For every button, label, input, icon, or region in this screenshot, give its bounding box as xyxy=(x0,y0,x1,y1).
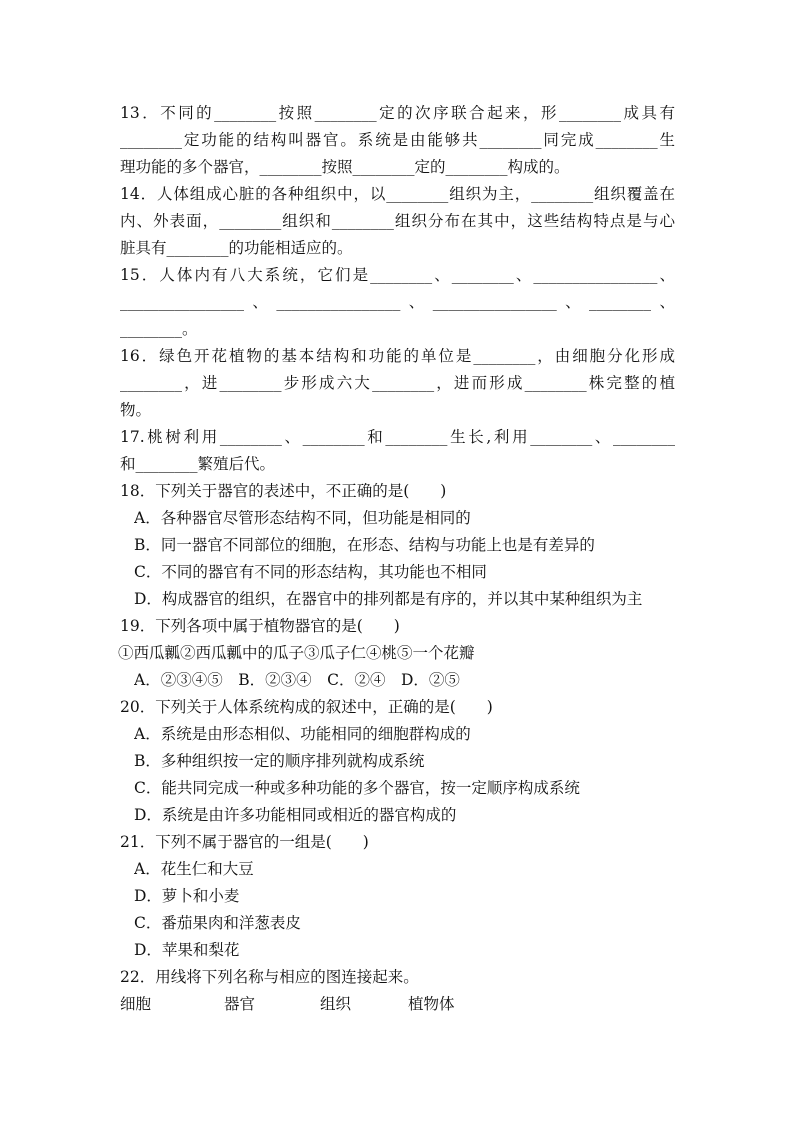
q18-option-c: C．不同的器官有不同的形态结构，其功能也不相同 xyxy=(134,563,487,581)
q13-line-3: 理功能的多个器官，________按照________定的________构成的。 xyxy=(120,158,570,176)
q17-line-2: 和________繁殖后代。 xyxy=(120,455,276,473)
q22-column-cell: 细胞 xyxy=(120,995,152,1013)
q15-line-2: ________________、________________、________________、________、 xyxy=(120,293,675,311)
q20-option-b: B．多种组织按一定的顺序排列就构成系统 xyxy=(134,752,425,770)
q18-option-a: A．各种器官尽管形态结构不同，但功能是相同的 xyxy=(134,509,471,527)
q16-line-3: 物。 xyxy=(120,401,152,419)
q20-option-d: D．系统是由许多功能相同或相近的器官构成的 xyxy=(134,806,457,824)
q19-options: A．②③④⑤ B．②③④ C．②④ D．②⑤ xyxy=(134,671,460,689)
q14-line-2: 内、外表面，________组织和________组织分布在其中，这些结构特点是与心 xyxy=(120,212,675,230)
q22-column-tissue: 组织 xyxy=(320,995,352,1013)
q21-option-d: D．苹果和梨花 xyxy=(134,941,240,959)
q22-column-organ: 器官 xyxy=(224,995,256,1013)
q22-column-plant-body: 植物体 xyxy=(408,995,455,1013)
q19-items: ①西瓜瓤②西瓜瓤中的瓜子③瓜子仁④桃⑤一个花瓣 xyxy=(118,644,475,662)
q17-line-1: 17.桃树利用________、________和________生长,利用________、________ xyxy=(120,428,675,446)
q15-line-3: ________。 xyxy=(120,320,198,338)
q14-line-1: 14．人体组成心脏的各种组织中，以________组织为主，________组织覆盖在 xyxy=(120,185,675,203)
q20-stem: 20．下列关于人体系统构成的叙述中，正确的是( ) xyxy=(120,698,493,716)
q19-stem: 19．下列各项中属于植物器官的是( ) xyxy=(120,617,400,635)
q13-line-1: 13．不同的________按照________定的次序联合起来，形________成具有 xyxy=(120,104,675,122)
q21-stem: 21．下列不属于器官的一组是( ) xyxy=(120,833,369,851)
q18-stem: 18．下列关于器官的表述中，不正确的是( ) xyxy=(120,482,447,500)
q18-option-d: D．构成器官的组织，在器官中的排列都是有序的，并以其中某种组织为主 xyxy=(134,590,643,608)
q20-option-a: A．系统是由形态相似、功能相同的细胞群构成的 xyxy=(134,725,471,743)
q21-option-d-first: D．萝卜和小麦 xyxy=(134,887,240,905)
q13-line-2: ________定功能的结构叫器官。系统是由能够共________同完成________生 xyxy=(120,131,675,149)
q22-stem: 22．用线将下列名称与相应的图连接起来。 xyxy=(120,968,419,986)
q15-line-1: 15．人体内有八大系统，它们是________、________、________________、 xyxy=(120,266,675,284)
q14-line-3: 脏具有________的功能相适应的。 xyxy=(120,239,353,257)
q21-option-c: C．番茄果肉和洋葱表皮 xyxy=(134,914,301,932)
q16-line-1: 16．绿色开花植物的基本结构和功能的单位是________，由细胞分化形成 xyxy=(120,347,675,365)
q16-line-2: ________，进________步形成六大________，进而形成________株完整的植 xyxy=(120,374,675,392)
q21-option-a: A．花生仁和大豆 xyxy=(134,860,254,878)
q20-option-c: C．能共同完成一种或多种功能的多个器官，按一定顺序构成系统 xyxy=(134,779,580,797)
q18-option-b: B．同一器官不同部位的细胞，在形态、结构与功能上也是有差异的 xyxy=(134,536,595,554)
